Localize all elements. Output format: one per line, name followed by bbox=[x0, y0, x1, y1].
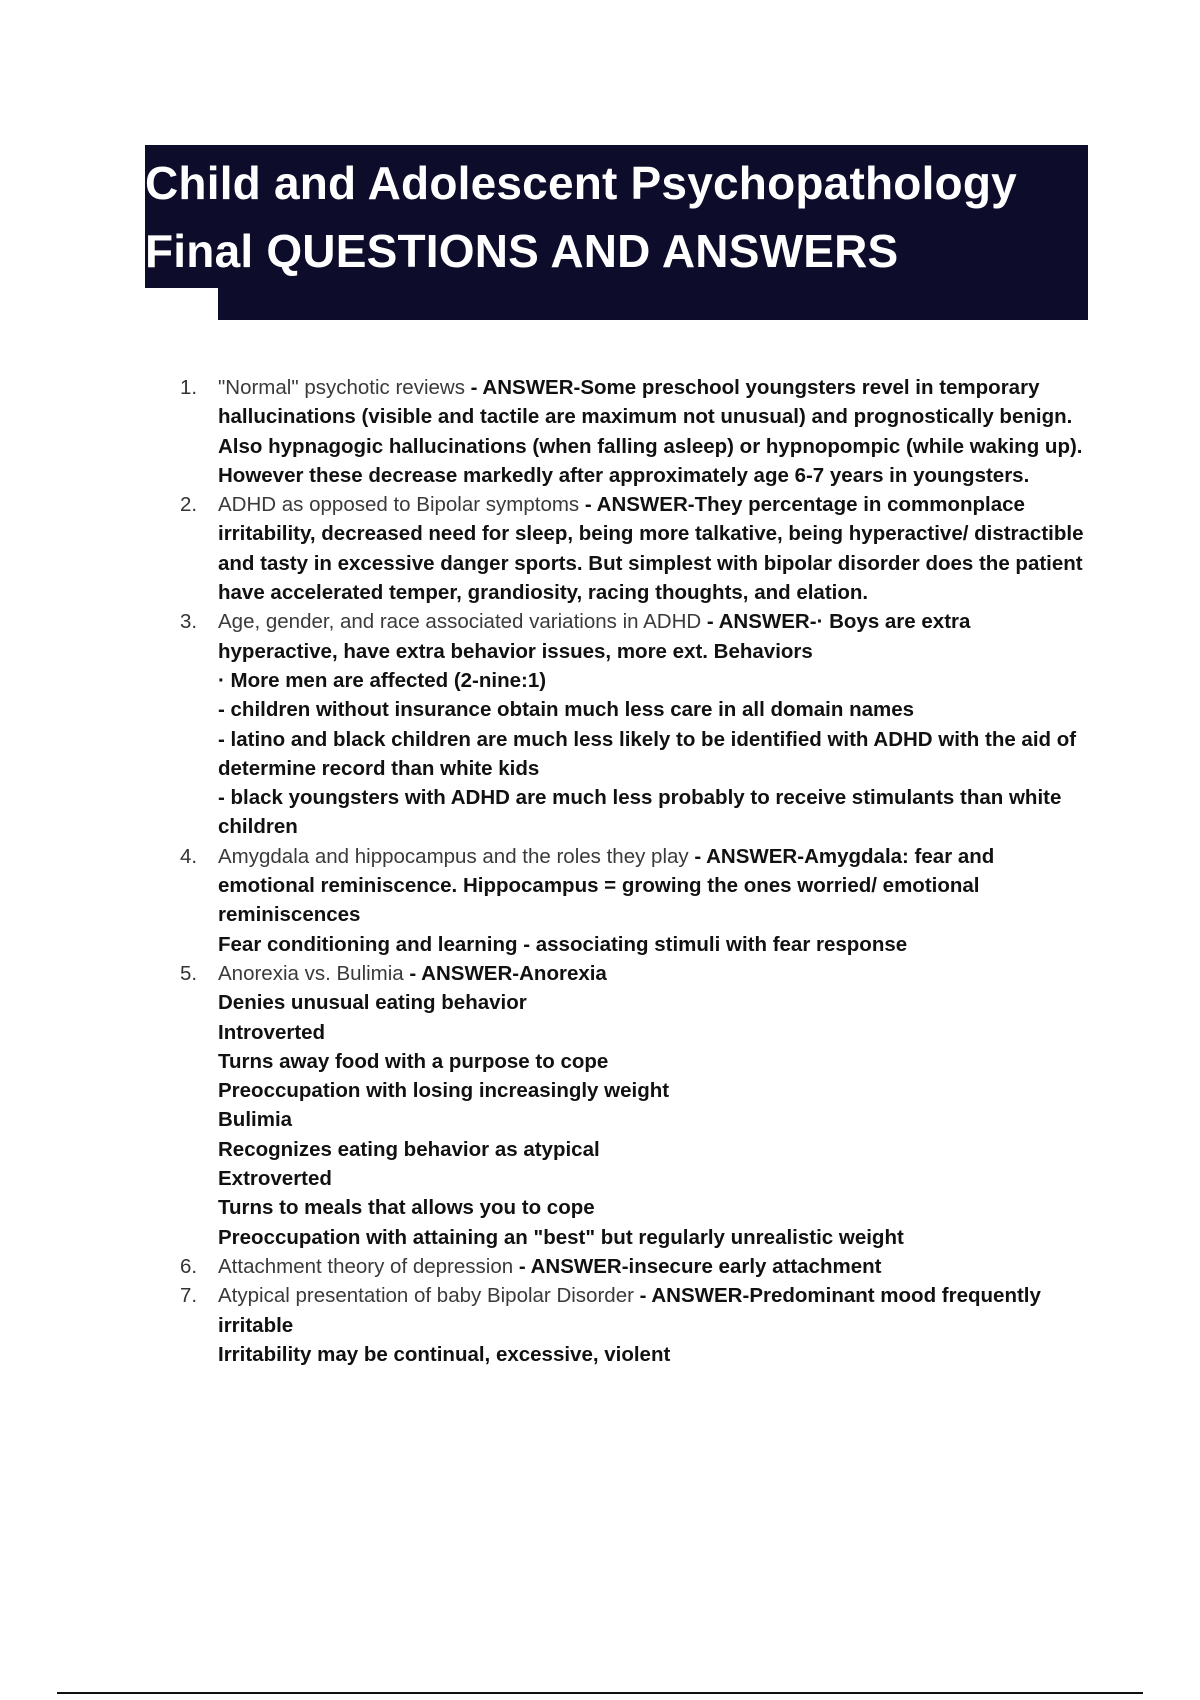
qa-answer-line: Irritability may be continual, excessive, violent bbox=[218, 1342, 671, 1366]
qa-item-first-line bbox=[218, 959, 1085, 988]
qa-item bbox=[180, 1281, 1085, 1369]
qa-question: Atypical presentation of baby Bipolar Disorder bbox=[218, 1284, 634, 1308]
qa-item bbox=[180, 842, 1085, 959]
document-title-block bbox=[145, 145, 1088, 320]
qa-item-number: 7. bbox=[180, 1284, 198, 1308]
qa-item-first-line bbox=[218, 490, 1085, 607]
qa-answer-line: - black youngsters with ADHD are much less probably to receive stimulants than white children bbox=[218, 786, 1062, 839]
qa-item-number: 1. bbox=[180, 376, 198, 399]
qa-answer-line: Preoccupation with attaining an "best" but regularly unrealistic weight bbox=[218, 1225, 904, 1249]
qa-item-first-line bbox=[218, 607, 1085, 666]
qa-item-first-line bbox=[218, 373, 1085, 490]
qa-item-first-line bbox=[218, 842, 1085, 930]
title-line-1: Child and Adolescent Psychopathology bbox=[145, 157, 1017, 209]
qa-answer-line: Turns away food with a purpose to cope bbox=[218, 1049, 609, 1073]
qa-item bbox=[180, 1252, 1085, 1281]
qa-item-number: 5. bbox=[180, 961, 198, 985]
qa-question: Age, gender, and race associated variations in ADHD bbox=[218, 610, 702, 634]
qa-item-number: 4. bbox=[180, 844, 198, 868]
qa-answer: - ANSWER-They percentage in commonplace irritability, decreased need for sleep, being more talkative, being hyperactive/ distractible and tasty in excessive danger sports. But simplest with bipolar disorder does the patient have accelerated temper, grandiosity, racing thoughts, and elation. bbox=[218, 493, 1084, 605]
qa-question: Amygdala and hippocampus and the roles they play bbox=[218, 844, 689, 868]
qa-question: Anorexia vs. Bulimia bbox=[218, 961, 404, 985]
page-bottom-rule bbox=[57, 1692, 1143, 1694]
qa-answer: - ANSWER-Amygdala: fear and emotional reminiscence. Hippocampus = growing the ones worried/ emotional reminiscences bbox=[218, 844, 995, 927]
qa-answer-line: Preoccupation with losing increasingly weight bbox=[218, 1079, 670, 1103]
qa-item-first-line bbox=[218, 1281, 1085, 1340]
qa-answer: - ANSWER-insecure early attachment bbox=[513, 1254, 882, 1278]
qa-question: Attachment theory of depression bbox=[218, 1254, 514, 1278]
qa-question: ADHD as opposed to Bipolar symptoms bbox=[218, 493, 580, 517]
qa-answer-line: - children without insurance obtain much less care in all domain names bbox=[218, 698, 915, 722]
qa-item-number: 2. bbox=[180, 493, 198, 517]
qa-answer-line: Denies unusual eating behavior bbox=[218, 991, 527, 1015]
qa-answer-line: · More men are affected (2-nine:1) bbox=[218, 668, 547, 692]
qa-item-body bbox=[218, 959, 1085, 1252]
qa-answer: - ANSWER-Anorexia bbox=[403, 961, 607, 985]
qa-answer: - ANSWER-· Boys are extra hyperactive, have extra behavior issues, more ext. Behaviors bbox=[218, 610, 971, 663]
qa-item bbox=[180, 373, 1085, 490]
qa-answer: - ANSWER-Some preschool youngsters revel in temporary hallucinations (visible and tactile are maximum not unusual) and prognostically benign. Also hypnagogic hallucinations (when falling asleep) or hypnopompic (while waking up). However these decrease markedly after approximately age 6-7 years in youngsters. bbox=[218, 376, 1083, 487]
qa-item-body bbox=[218, 373, 1085, 490]
qa-item bbox=[180, 607, 1085, 841]
qa-answer-line: Extroverted bbox=[218, 1167, 332, 1191]
qa-item-body bbox=[218, 1252, 1085, 1281]
qa-item bbox=[180, 490, 1085, 607]
qa-item-number: 3. bbox=[180, 610, 198, 634]
qa-answer-line: Bulimia bbox=[218, 1108, 293, 1132]
qa-item-body bbox=[218, 1281, 1085, 1369]
qa-answer-line: Introverted bbox=[218, 1020, 326, 1044]
qa-answer-line: Turns to meals that allows you to cope bbox=[218, 1196, 595, 1220]
qa-item-body bbox=[218, 490, 1085, 607]
qa-answer-line: Fear conditioning and learning - associating stimuli with fear response bbox=[218, 932, 908, 956]
qa-item bbox=[180, 959, 1085, 1252]
qa-item-body bbox=[218, 607, 1085, 841]
document-title bbox=[145, 145, 1088, 285]
qa-answer-line: Recognizes eating behavior as atypical bbox=[218, 1137, 600, 1161]
qa-answer: - ANSWER-Predominant mood frequently irritable bbox=[218, 1284, 1041, 1337]
qa-list bbox=[180, 373, 1085, 1369]
qa-item-first-line bbox=[218, 1252, 1085, 1281]
qa-item-body bbox=[218, 842, 1085, 959]
qa-answer-line: - latino and black children are much less likely to be identified with ADHD with the aid of determine record than white kids bbox=[218, 727, 1077, 780]
title-background-tail bbox=[218, 288, 1088, 320]
title-line-2: Final QUESTIONS AND ANSWERS bbox=[145, 225, 899, 277]
qa-question: "Normal" psychotic reviews bbox=[218, 376, 465, 399]
qa-item-number: 6. bbox=[180, 1254, 198, 1278]
